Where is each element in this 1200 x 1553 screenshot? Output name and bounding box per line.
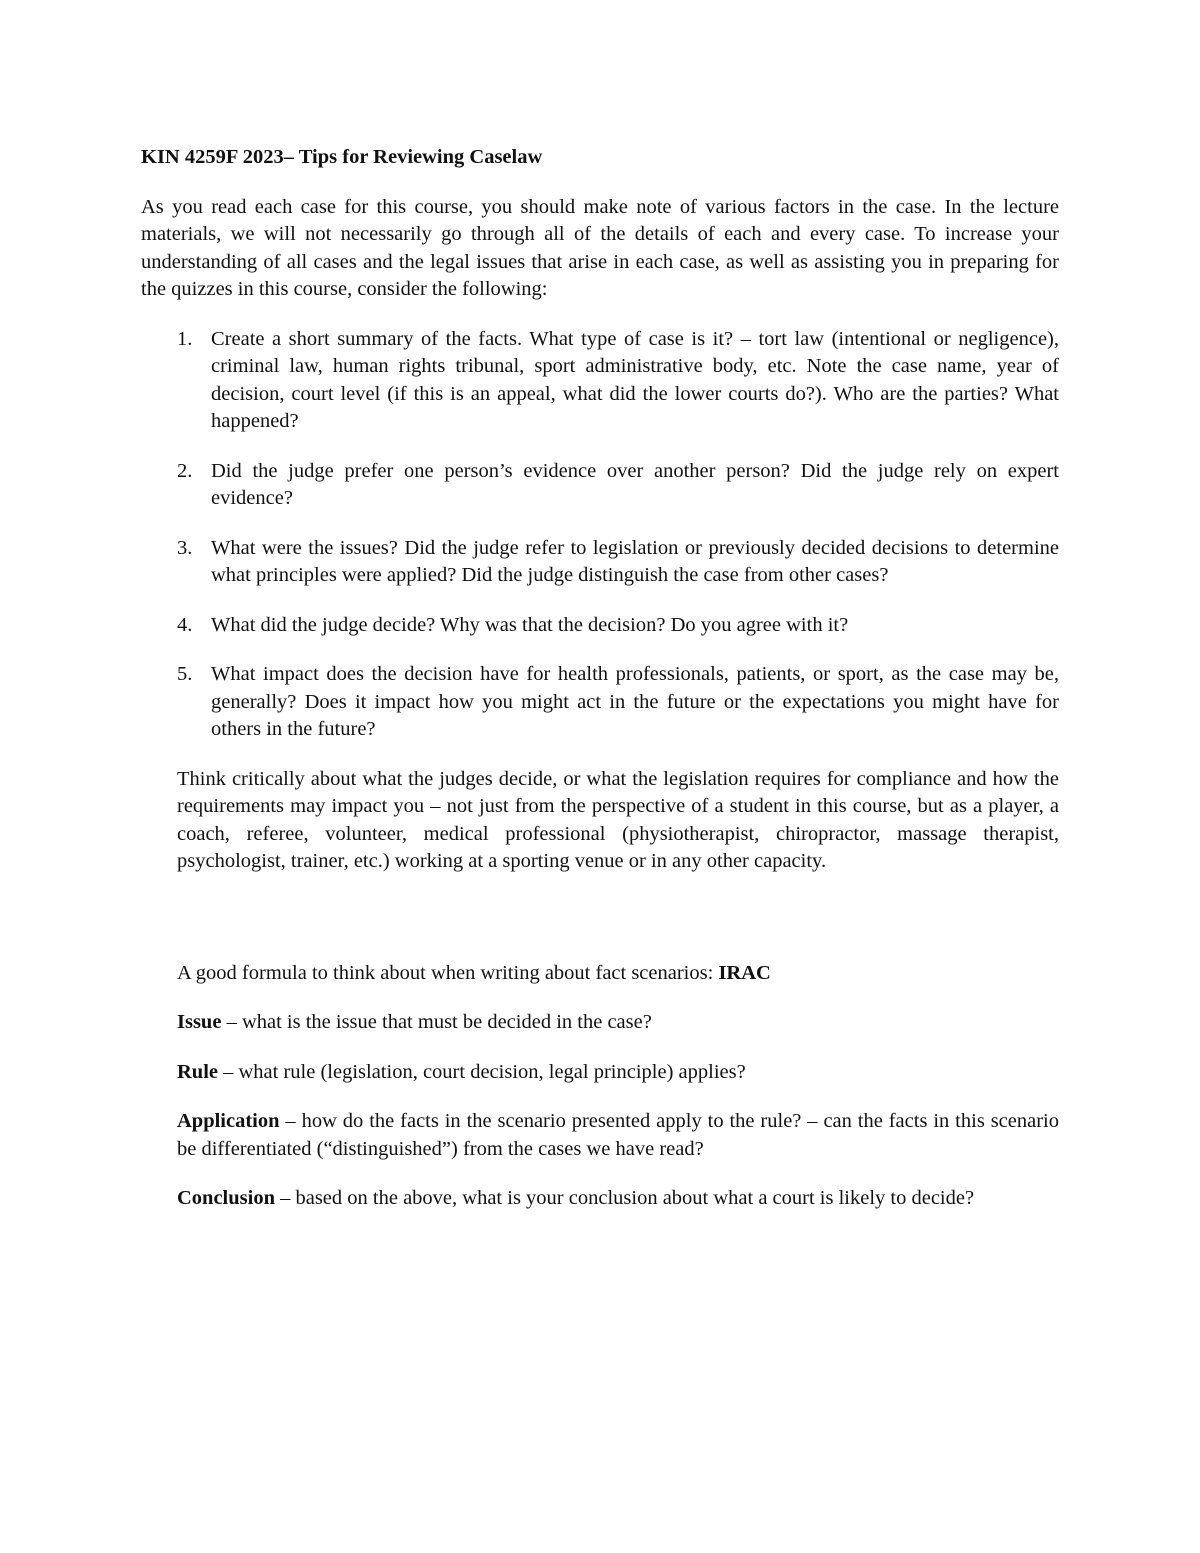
irac-description: – what is the issue that must be decided in the case? (221, 1011, 652, 1033)
list-item-text: What impact does the decision have for health professionals, patients, or sport, as the case may be, generally? Does it impact how you might act in the future or the expectations you might have for others in the future? (211, 663, 1059, 740)
irac-rule (177, 1059, 1059, 1087)
formula-intro-line (177, 960, 1059, 988)
indented-section (141, 766, 1059, 1213)
list-item-number: 2. (177, 459, 193, 482)
irac-description: – what rule (legislation, court decision, legal principle) applies? (218, 1060, 746, 1083)
blank-space (177, 898, 1059, 960)
list-item-number: 1. (177, 327, 193, 350)
irac-issue (177, 1009, 1059, 1037)
irac-term: Issue (177, 1011, 222, 1033)
list-item (141, 458, 1059, 513)
irac-conclusion (177, 1185, 1059, 1213)
critical-thinking-paragraph: Think critically about what the judges decide, or what the legislation requires for compliance and how the requirements may impact you – not just from the perspective of a student in this course, but as a player, a coach, referee, volunteer, medical professional (physiotherapist, chiropractor, massage therapist, psychologist, trainer, etc.) working at a sporting venue or in any other capacity. (177, 767, 1059, 872)
irac-term: Conclusion (177, 1187, 275, 1209)
list-item-number: 3. (177, 536, 193, 559)
list-item-number: 4. (177, 613, 193, 636)
irac-description: – how do the facts in the scenario presented apply to the rule? – can the facts in this scenario be differentiated (“distinguished”) from the cases we have read? (177, 1110, 1059, 1160)
document-body (141, 144, 1059, 1235)
list-item (141, 535, 1059, 590)
intro-paragraph: As you read each case for this course, you should make note of various factors in the case. In the lecture materials, we will not necessarily go through all of the details of each and every case. To increase your understanding of all cases and the legal issues that arise in each case, as well as assisting you in preparing for the quizzes in this course, consider the following: (141, 195, 1059, 300)
irac-term: Rule (177, 1060, 218, 1083)
document-title: KIN 4259F 2023– Tips for Reviewing Caselaw (141, 146, 543, 168)
list-item-text: Did the judge prefer one person’s evidence over another person? Did the judge rely on expert evidence? (211, 459, 1059, 509)
formula-name: IRAC (718, 961, 771, 984)
list-item (141, 612, 1059, 640)
list-item-number: 5. (177, 663, 193, 685)
tips-list (141, 326, 1059, 744)
list-item-text: What did the judge decide? Why was that the decision? Do you agree with it? (211, 613, 849, 636)
list-item-text: Create a short summary of the facts. What type of case is it? – tort law (intentional or negligence), criminal law, human rights tribunal, sport administrative body, etc. Note the case name, year of decision, court level (if this is an appeal, what did the lower courts do?). Who are the parties? What happened? (211, 327, 1059, 432)
formula-intro-text: A good formula to think about when writing about fact scenarios: (177, 961, 719, 984)
list-item-text: What were the issues? Did the judge refer to legislation or previously decided decisions to determine what principles were applied? Did the judge distinguish the case from other cases? (211, 536, 1059, 586)
irac-application (177, 1108, 1059, 1163)
list-item (141, 661, 1059, 744)
irac-description: – based on the above, what is your conclusion about what a court is likely to decide? (274, 1187, 975, 1209)
irac-term: Application (177, 1110, 280, 1132)
list-item (141, 326, 1059, 436)
